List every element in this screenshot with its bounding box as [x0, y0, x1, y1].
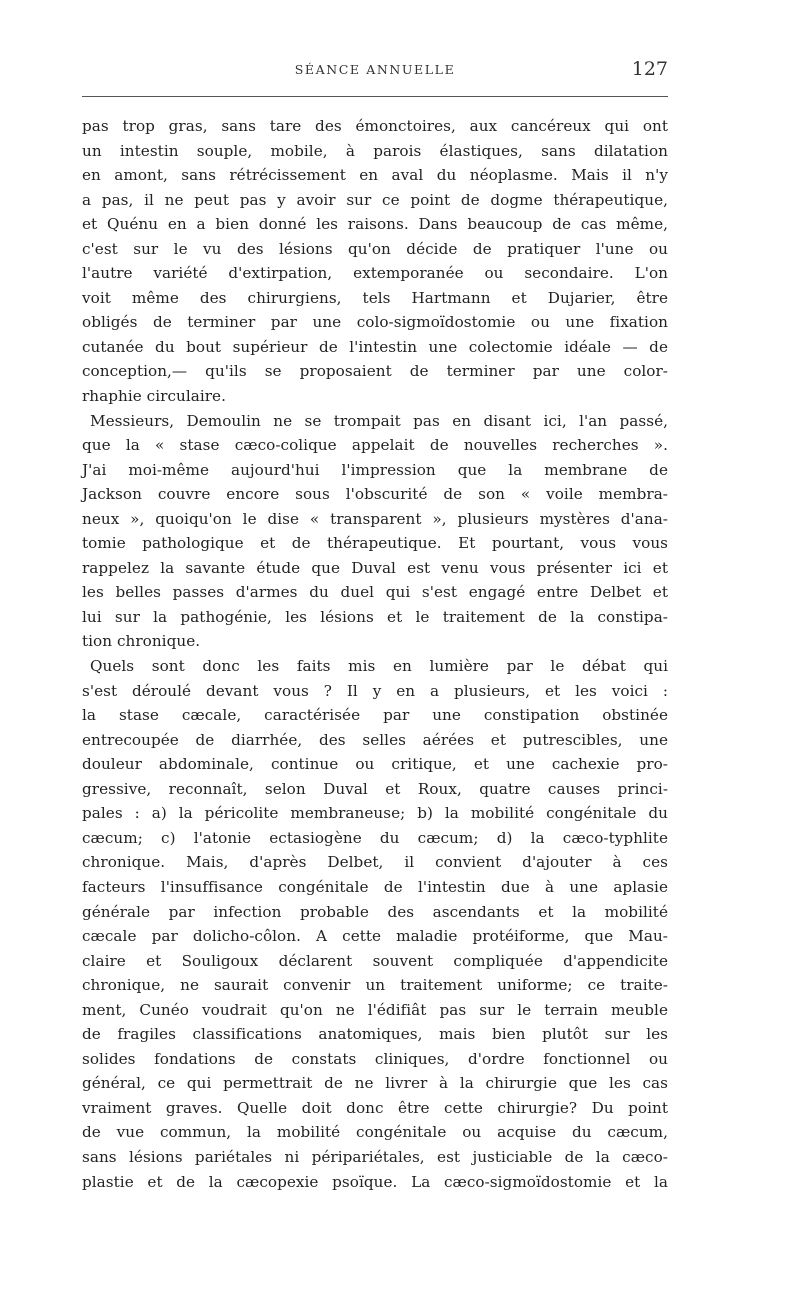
text-line: gressive, reconnaît, selon Duval et Roux, quatre causes princi- [82, 779, 668, 798]
text-line: rappelez la savante étude que Duval est venu vous présenter ici et [82, 558, 668, 577]
text-line: et Quénu en a bien donné les raisons. Dans beaucoup de cas même, [82, 215, 668, 234]
text-line: entrecoupée de diarrhée, des selles aérées et putrescibles, une [82, 730, 668, 749]
text-line: a pas, il ne peut pas y avoir sur ce point de dogme thérapeutique, [82, 190, 668, 209]
text-line: les belles passes d'armes du duel qui s'est engagé entre Delbet et [82, 583, 668, 602]
text-line: claire et Souligoux déclarent souvent compliquée d'appendicite [82, 951, 668, 970]
text-line: générale par infection probable des ascendants et la mobilité [82, 902, 668, 921]
body-text [82, 114, 668, 1194]
text-line: Jackson couvre encore sous l'obscurité de son « voile membra- [82, 485, 668, 504]
text-line: rhaphie circulaire. [82, 387, 226, 406]
text-line: c'est sur le vu des lésions qu'on décide de pratiquer l'une ou [82, 239, 668, 258]
text-line: J'ai moi-même aujourd'hui l'impression que la membrane de [82, 460, 668, 479]
text-line: solides fondations de constats cliniques, d'ordre fonctionnel ou [82, 1049, 668, 1068]
page-number: 127 [631, 58, 668, 80]
text-line: de fragiles classifications anatomiques, mais bien plutôt sur les [82, 1025, 668, 1044]
text-line: douleur abdominale, continue ou critique, et une cachexie pro- [82, 755, 668, 774]
text-line: voit même des chirurgiens, tels Hartmann et Dujarier, être [82, 288, 668, 307]
text-line: pales : a) la péricolite membraneuse; b) la mobilité congénitale du [82, 804, 668, 823]
text-line: sans lésions pariétales ni péripariétales, est justiciable de la cæco- [82, 1147, 668, 1166]
text-line: tomie pathologique et de thérapeutique. Et pourtant, vous vous [82, 534, 668, 553]
text-line: ment, Cunéo voudrait qu'on ne l'édifiât pas sur le terrain meuble [82, 1000, 668, 1019]
text-line: neux », quoiqu'on le dise « transparent », plusieurs mystères d'ana- [82, 509, 668, 528]
text-line: général, ce qui permettrait de ne livrer à la chirurgie que les cas [82, 1074, 668, 1093]
text-line: l'autre variété d'extirpation, extemporanée ou secondaire. L'on [82, 264, 668, 283]
text-line: tion chronique. [82, 632, 201, 651]
text-line: lui sur la pathogénie, les lésions et le traitement de la constipa- [82, 607, 668, 626]
text-line: chronique. Mais, d'après Delbet, il convient d'ajouter à ces [82, 853, 668, 872]
text-line: en amont, sans rétrécissement en aval du néoplasme. Mais il n'y [82, 166, 668, 185]
text-line: s'est déroulé devant vous ? Il y en a plusieurs, et les voici : [82, 681, 668, 700]
text-line: cutanée du bout supérieur de l'intestin une colectomie idéale — de [82, 337, 668, 356]
running-title: SÉANCE ANNUELLE [294, 62, 456, 77]
text-line: pas trop gras, sans tare des émonctoires, aux cancéreux qui ont [82, 117, 668, 135]
text-line: facteurs l'insuffisance congénitale de l'intestin due à une aplasie [82, 877, 668, 896]
text-line: la stase cæcale, caractérisée par une constipation obstinée [82, 706, 668, 725]
header-rule [82, 96, 668, 97]
text-line: conception,— qu'ils se proposaient de terminer par une color- [82, 362, 668, 381]
text-line: cæcale par dolicho-côlon. A cette maladie protéiforme, que Mau- [82, 927, 668, 946]
text-line: chronique, ne saurait convenir un traitement uniforme; ce traite- [82, 976, 668, 995]
text-line: plastie et de la cæcopexie psoïque. La cæco-sigmoïdostomie et la [82, 1172, 668, 1191]
text-line: vraiment graves. Quelle doit donc être cette chirurgie? Du point [82, 1098, 668, 1117]
text-line: Quels sont donc les faits mis en lumière par le débat qui [90, 657, 668, 676]
text-line: de vue commun, la mobilité congénitale ou acquise du cæcum, [82, 1123, 668, 1142]
running-header [82, 58, 668, 82]
text-line: cæcum; c) l'atonie ectasiogène du cæcum; d) la cæco-typhlite [82, 828, 668, 847]
text-line: Messieurs, Demoulin ne se trompait pas en disant ici, l'an passé, [90, 411, 668, 430]
text-line: que la « stase cæco-colique appelait de nouvelles recherches ». [82, 436, 668, 455]
text-line: un intestin souple, mobile, à parois élastiques, sans dilatation [82, 141, 668, 160]
text-line: obligés de terminer par une colo-sigmoïdostomie ou une fixation [82, 313, 668, 332]
